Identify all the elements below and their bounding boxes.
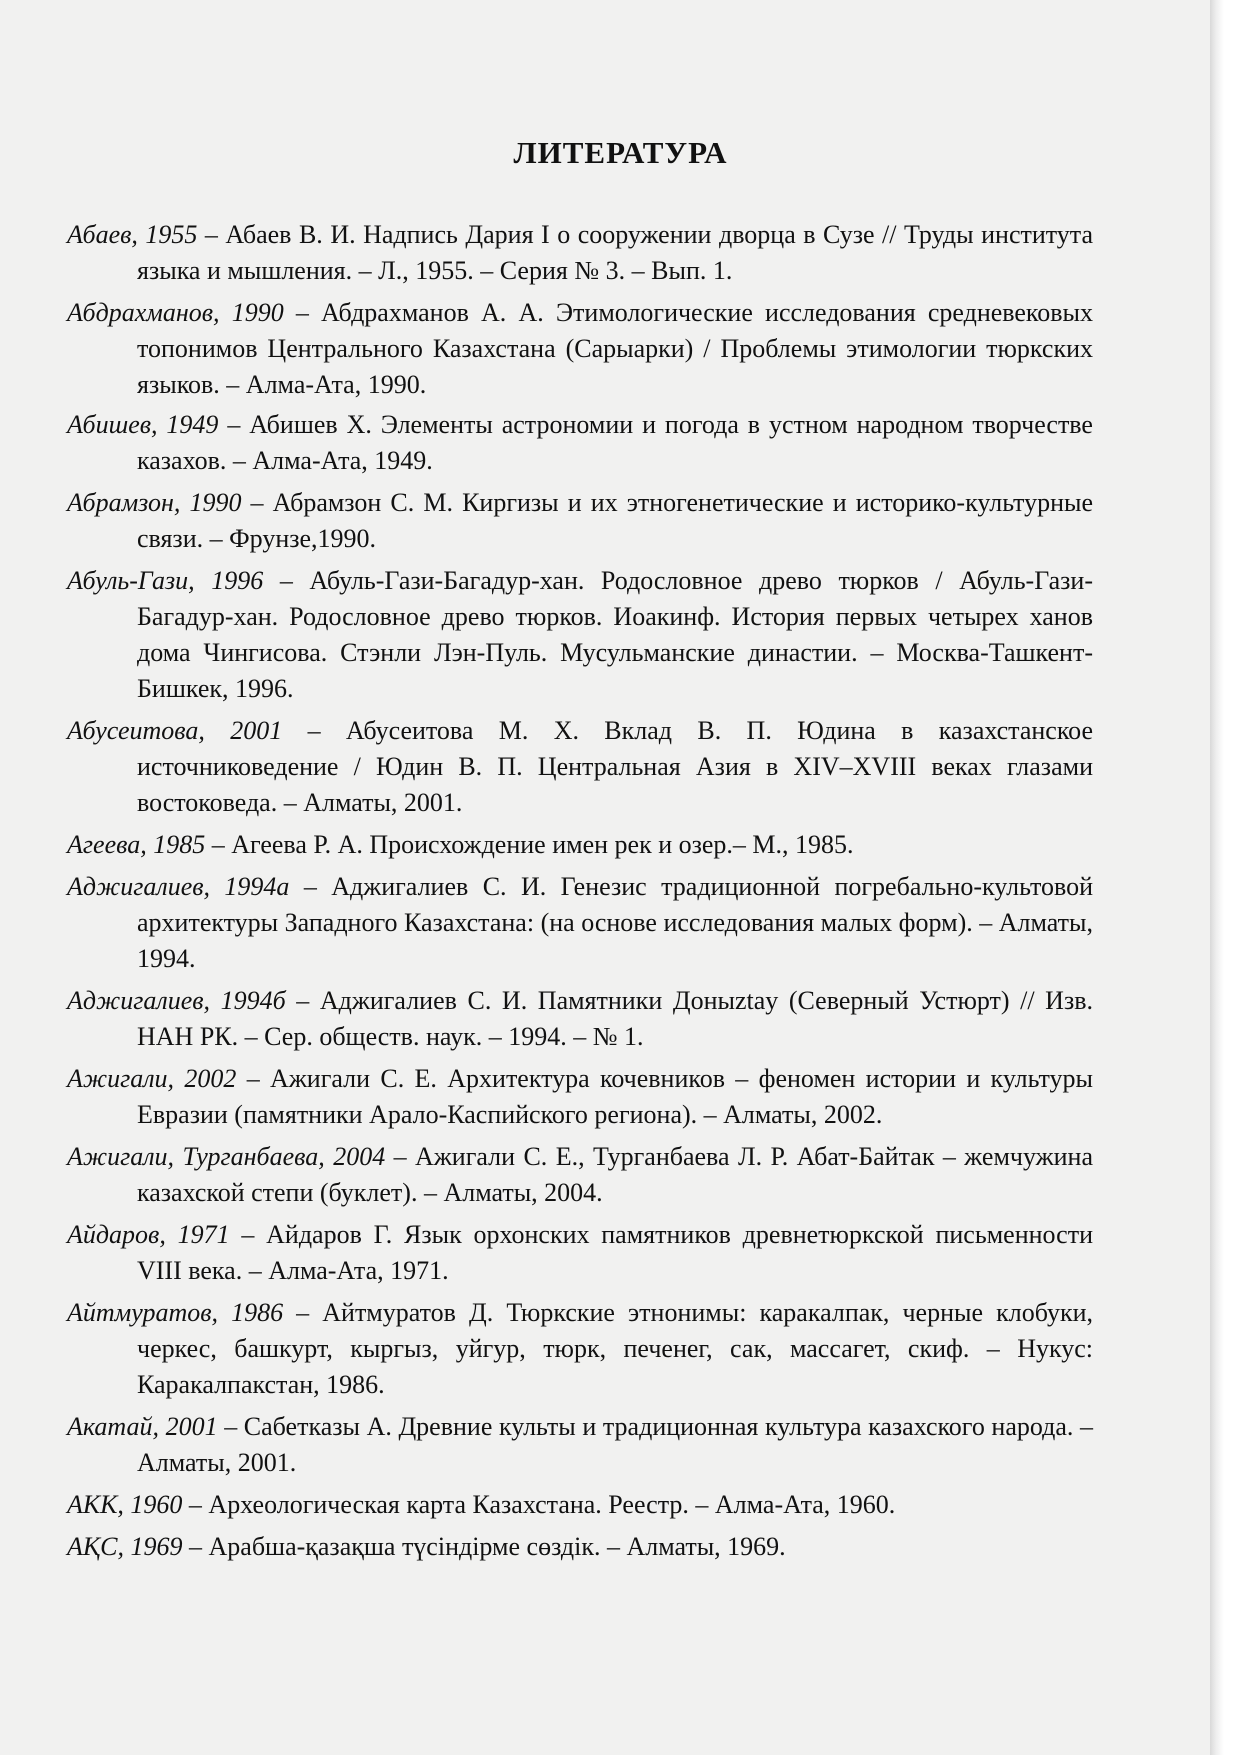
bibliography-entry [67, 827, 1093, 863]
entry-text: – Айтмуратов Д. Тюркские этнонимы: каракалпак, черные клобуки, черкес, башкурт, кыргыз, уйгур, тюрк, печенег, сак, массагет, скиф. – Нукус: Каракалпакстан, 1986. [137, 1298, 1093, 1399]
entry-text: – Арабша-қазақша түсіндірме сөздік. – Алматы, 1969. [182, 1532, 786, 1561]
bibliography-list [67, 217, 1093, 1571]
entry-text: – Абдрахманов А. А. Этимологические исследования средневековых топонимов Центрального Казахстана (Сарыарки) / Проблемы этимологии тюркских языков. – Алма-Ата, 1990. [137, 298, 1093, 399]
entry-key: Айтмуратов, 1986 [67, 1298, 284, 1327]
entry-key: Абдрахманов, 1990 [67, 298, 284, 327]
entry-key: Абаев, 1955 [67, 220, 198, 249]
entry-key: Абусеитова, 2001 [67, 716, 283, 745]
entry-text: – Аджигалиев С. И. Генезис традиционной погребально-культовой архитектуры Западного Казахстана: (на основе исследования малых форм). – Алматы, 1994. [137, 872, 1093, 973]
entry-text: – Сабетказы А. Древние культы и традиционная культура казахского народа. – Алматы, 2001. [137, 1412, 1093, 1477]
entry-text: – Агеева Р. А. Происхождение имен рек и озер.– М., 1985. [205, 830, 854, 859]
bibliography-entry [67, 407, 1093, 479]
entry-key: Агеева, 1985 [67, 830, 206, 859]
bibliography-entry [67, 713, 1093, 821]
bibliography-entry [67, 1061, 1093, 1133]
entry-key: Абишев, 1949 [67, 410, 219, 439]
entry-key: Акатай, 2001 [67, 1412, 218, 1441]
entry-text: – Абаев В. И. Надпись Дария I о сооружении дворца в Сузе // Труды института языка и мышления. – Л., 1955. – Серия № 3. – Вып. 1. [137, 220, 1094, 285]
entry-text: – Ажигали С. Е. Архитектура кочевников – феномен истории и культуры Евразии (памятники Арало-Каспийского региона). – Алматы, 2002. [137, 1064, 1094, 1129]
entry-key: Ажигали, 2002 [67, 1064, 237, 1093]
entry-key: Айдаров, 1971 [67, 1220, 230, 1249]
entry-key: Аджигалиев, 1994а [67, 872, 290, 901]
bibliography-entry [67, 983, 1093, 1055]
entry-text: – Айдаров Г. Язык орхонских памятников древнетюркской письменности VIII века. – Алма-Ата, 1971. [137, 1220, 1093, 1285]
entry-text: – Аджигалиев С. И. Памятники Доныztaу (Северный Устюрт) // Изв. НАН РК. – Сер. обществ. наук. – 1994. – № 1. [137, 986, 1094, 1051]
bibliography-entry [67, 1217, 1093, 1289]
entry-text: – Археологическая карта Казахстана. Реестр. – Алма-Ата, 1960. [182, 1490, 896, 1519]
entry-key: Абуль-Гази, 1996 [67, 566, 264, 595]
bibliography-entry [67, 869, 1093, 977]
bibliography-entry [67, 563, 1093, 707]
bibliography-entry [67, 1295, 1093, 1403]
entry-text: – Абрамзон С. М. Киргизы и их этногенетические и историко-культурные связи. – Фрунзе,1990. [137, 488, 1093, 553]
entry-key: АКК, 1960 [67, 1490, 183, 1519]
entry-text: – Ажигали С. Е., Турганбаева Л. Р. Абат-Байтак – жемчужина казахской степи (буклет). – Алматы, 2004. [137, 1142, 1093, 1207]
page-edge [1210, 0, 1241, 1755]
bibliography-entry [67, 1139, 1093, 1211]
bibliography-entry [67, 1529, 1093, 1565]
entry-text: – Абусеитова М. Х. Вклад В. П. Юдина в казахстанское источниковедение / Юдин В. П. Центральная Азия в XIV–XVIII веках глазами востоковеда. – Алматы, 2001. [137, 716, 1094, 817]
bibliography-entry [67, 1487, 1093, 1523]
bibliography-entry [67, 1409, 1093, 1481]
entry-key: Аджигалиев, 1994б [67, 986, 286, 1015]
bibliography-entry [67, 485, 1093, 557]
entry-key: АҚС, 1969 [67, 1532, 183, 1561]
bibliography-entry [67, 217, 1093, 289]
entry-key: Ажигали, Турганбаева, 2004 [67, 1142, 386, 1171]
entry-text: – Абуль-Гази-Багадур-хан. Родословное древо тюрков / Абуль-Гази-Багадур-хан. Родословное древо тюрков. Иоакинф. История первых четырех ханов дома Чингисова. Стэнли Лэн-Пуль. Мусульманские династии. – Москва-Ташкент-Бишкек, 1996. [137, 566, 1093, 703]
page-title: ЛИТЕРАТУРА [513, 135, 728, 170]
entry-text: – Абишев Х. Элементы астрономии и погода в устном народном творчестве казахов. – Алма-Ата, 1949. [137, 410, 1093, 475]
entry-key: Абрамзон, 1990 [67, 488, 242, 517]
bibliography-entry [67, 295, 1093, 403]
